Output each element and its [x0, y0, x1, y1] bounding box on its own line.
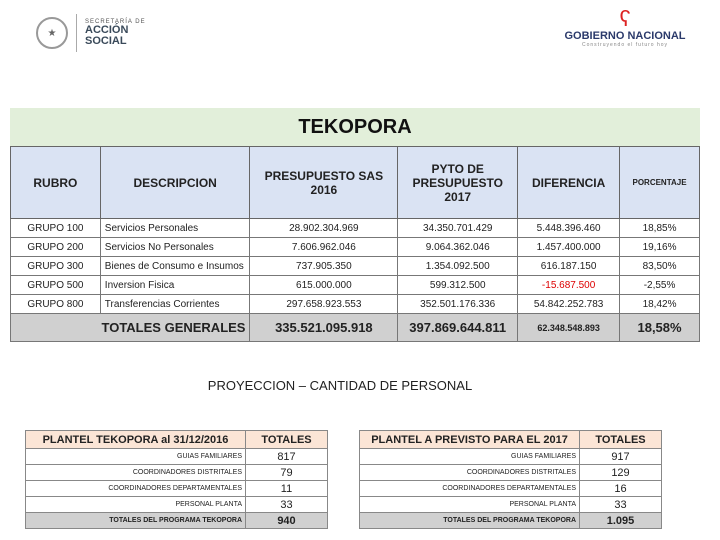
staff-total-label: TOTALES DEL PROGRAMA TEKOPORA	[26, 513, 246, 529]
cell-sas2016: 737.905.350	[250, 257, 398, 276]
staff-value: 33	[580, 497, 662, 513]
staff-value: 917	[580, 449, 662, 465]
cell-diferencia: 1.457.400.000	[518, 238, 620, 257]
cell-diferencia: 54.842.252.783	[518, 295, 620, 314]
col-header: PYTO DE PRESUPUESTO 2017	[398, 147, 518, 219]
staff-label: GUIAS FAMILIARES	[26, 449, 246, 465]
staff-header: PLANTEL TEKOPORA al 31/12/2016	[26, 431, 246, 449]
cell-rubro: GRUPO 500	[11, 276, 101, 295]
cell-porcentaje: -2,55%	[620, 276, 700, 295]
cell-porcentaje: 83,50%	[620, 257, 700, 276]
staff-total-value: 1.095	[580, 513, 662, 529]
staff-label: COORDINADORES DEPARTAMENTALES	[26, 481, 246, 497]
flag-flame-icon: ʕ	[619, 6, 631, 31]
logo-line2: ACCIÓN	[85, 24, 129, 36]
staff-row	[26, 449, 328, 465]
cell-pyto2017: 599.312.500	[398, 276, 518, 295]
staff-totals-header: TOTALES	[580, 431, 662, 449]
staff-total-label: TOTALES DEL PROGRAMA TEKOPORA	[360, 513, 580, 529]
staff-row	[360, 449, 662, 465]
cell-sas2016: 7.606.962.046	[250, 238, 398, 257]
logo-line3: SOCIAL	[85, 35, 127, 47]
totals-label: TOTALES GENERALES	[11, 314, 250, 342]
col-header: RUBRO	[11, 147, 101, 219]
col-header: PORCENTAJE	[620, 147, 700, 219]
staff-total-row	[360, 513, 662, 529]
cell-rubro: GRUPO 200	[11, 238, 101, 257]
staff-label: GUIAS FAMILIARES	[360, 449, 580, 465]
cell-rubro: GRUPO 300	[11, 257, 101, 276]
staff-label: COORDINADORES DISTRITALES	[360, 465, 580, 481]
cell-diferencia: 5.448.396.460	[518, 219, 620, 238]
staff-value: 129	[580, 465, 662, 481]
staff-row	[26, 465, 328, 481]
totals-pyto2017: 397.869.644.811	[398, 314, 518, 342]
gobierno-logo	[555, 8, 695, 48]
cell-descripcion: Bienes de Consumo e Insumos	[100, 257, 250, 276]
col-header: DESCRIPCION	[100, 147, 250, 219]
budget-row	[11, 238, 700, 257]
cell-diferencia: 616.187.150	[518, 257, 620, 276]
cell-porcentaje: 18,42%	[620, 295, 700, 314]
cell-descripcion: Transferencias Corrientes	[100, 295, 250, 314]
totals-sas2016: 335.521.095.918	[250, 314, 398, 342]
staff-row	[26, 481, 328, 497]
cell-rubro: GRUPO 800	[11, 295, 101, 314]
sas-logo	[36, 14, 146, 52]
national-seal-icon: ★	[36, 17, 68, 49]
totals-row	[11, 314, 700, 342]
cell-porcentaje: 19,16%	[620, 238, 700, 257]
staff-row	[360, 465, 662, 481]
cell-descripcion: Inversion Fisica	[100, 276, 250, 295]
staff-label: COORDINADORES DISTRITALES	[26, 465, 246, 481]
staff-value: 817	[246, 449, 328, 465]
staff-row	[360, 497, 662, 513]
cell-sas2016: 297.658.923.553	[250, 295, 398, 314]
staff-header-row	[360, 431, 662, 449]
staff-label: COORDINADORES DEPARTAMENTALES	[360, 481, 580, 497]
budget-row	[11, 257, 700, 276]
staff-total-value: 940	[246, 513, 328, 529]
cell-pyto2017: 34.350.701.429	[398, 219, 518, 238]
cell-pyto2017: 1.354.092.500	[398, 257, 518, 276]
staff-total-row	[26, 513, 328, 529]
cell-pyto2017: 9.064.362.046	[398, 238, 518, 257]
staff-label: PERSONAL PLANTA	[360, 497, 580, 513]
budget-row	[11, 219, 700, 238]
col-header: PRESUPUESTO SAS 2016	[250, 147, 398, 219]
budget-row	[11, 276, 700, 295]
cell-porcentaje: 18,85%	[620, 219, 700, 238]
staff-value: 16	[580, 481, 662, 497]
cell-descripcion: Servicios No Personales	[100, 238, 250, 257]
budget-table	[10, 146, 700, 342]
logo-line1: SECRETARÍA DE	[85, 19, 146, 25]
staff-value: 33	[246, 497, 328, 513]
staff-header-row	[26, 431, 328, 449]
cell-rubro: GRUPO 100	[11, 219, 101, 238]
section-subtitle: PROYECCION – CANTIDAD DE PERSONAL	[207, 378, 473, 393]
totals-diferencia: 62.348.548.893	[518, 314, 620, 342]
staff-table-2017	[359, 430, 662, 529]
staff-totals-header: TOTALES	[246, 431, 328, 449]
staff-row	[26, 497, 328, 513]
gobierno-name: GOBIERNO NACIONAL	[564, 30, 686, 42]
cell-descripcion: Servicios Personales	[100, 219, 250, 238]
cell-diferencia: -15.687.500	[518, 276, 620, 295]
staff-row	[360, 481, 662, 497]
staff-value: 11	[246, 481, 328, 497]
divider	[76, 14, 77, 52]
staff-value: 79	[246, 465, 328, 481]
budget-row	[11, 295, 700, 314]
cell-pyto2017: 352.501.176.336	[398, 295, 518, 314]
gobierno-slogan: Construyendo el futuro hoy	[581, 42, 669, 48]
budget-header-row	[11, 147, 700, 219]
staff-table-2016	[25, 430, 328, 529]
col-header: DIFERENCIA	[518, 147, 620, 219]
staff-header: PLANTEL A PREVISTO PARA EL 2017	[360, 431, 580, 449]
cell-sas2016: 28.902.304.969	[250, 219, 398, 238]
cell-sas2016: 615.000.000	[250, 276, 398, 295]
staff-label: PERSONAL PLANTA	[26, 497, 246, 513]
totals-porcentaje: 18,58%	[620, 314, 700, 342]
page-title: TEKOPORA	[10, 108, 700, 146]
